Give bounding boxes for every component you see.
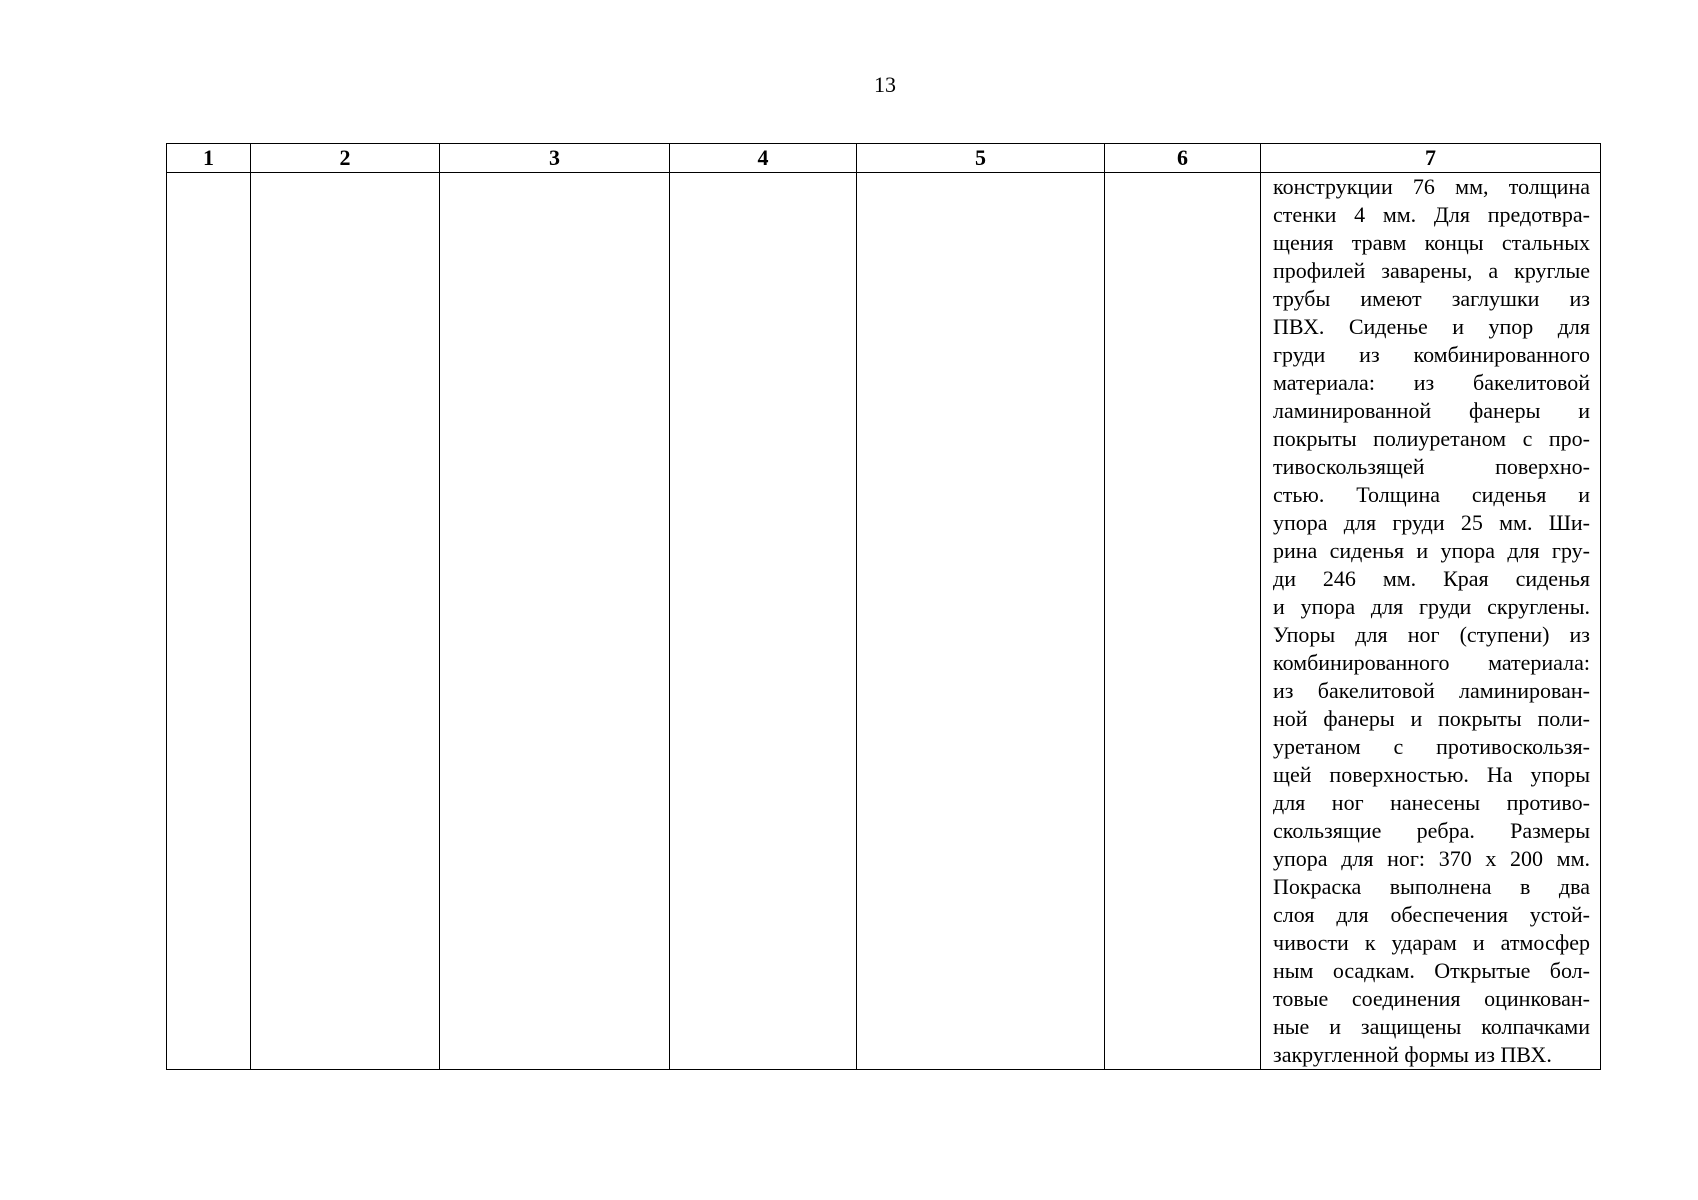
description-line: щения травм концы стальных (1273, 230, 1590, 255)
column-header-1: 1 (167, 144, 251, 173)
description-line: груди из комбинированного (1273, 342, 1590, 367)
description-line: и упора для груди скруглены. (1273, 594, 1590, 619)
table-row (167, 173, 1601, 1070)
description-line: товые соединения оцинкован- (1273, 986, 1590, 1011)
description-line: покрыты полиуретаном с про- (1273, 426, 1590, 451)
column-header-3: 3 (440, 144, 670, 173)
table-cell-col-4 (670, 173, 857, 1070)
table-cell-col-1 (167, 173, 251, 1070)
description-line: тивоскользящей поверхно- (1273, 454, 1590, 479)
description-line: чивости к ударам и атмосфер (1273, 930, 1590, 955)
description-line: конструкции 76 мм, толщина (1273, 174, 1590, 199)
table-cell-col-2 (251, 173, 440, 1070)
description-line: Покраска выполнена в два (1273, 874, 1590, 899)
description-line: скользящие ребра. Размеры (1273, 818, 1590, 843)
description-line: упора для ног: 370 х 200 мм. (1273, 846, 1590, 871)
description-line: для ног нанесены противо- (1273, 790, 1590, 815)
column-header-4: 4 (670, 144, 857, 173)
description-line: упора для груди 25 мм. Ши- (1273, 510, 1590, 535)
description-line: рина сиденья и упора для гру- (1273, 538, 1590, 563)
description-line: уретаном с противоскользя- (1273, 734, 1590, 759)
table-cell-col-6 (1105, 173, 1261, 1070)
column-header-5: 5 (857, 144, 1105, 173)
description-cell (1261, 173, 1601, 1070)
description-line: закругленной формы из ПВХ. (1273, 1042, 1552, 1067)
column-header-7: 7 (1261, 144, 1601, 173)
description-line: ламинированной фанеры и (1273, 398, 1590, 423)
column-header-6: 6 (1105, 144, 1261, 173)
description-line: профилей заварены, а круглые (1273, 258, 1590, 283)
description-line: ПВХ. Сиденье и упор для (1273, 314, 1590, 339)
description-line: стью. Толщина сиденья и (1273, 482, 1590, 507)
description-line: ной фанеры и покрыты поли- (1273, 706, 1590, 731)
table-cell-col-5 (857, 173, 1105, 1070)
description-line: ди 246 мм. Края сиденья (1273, 566, 1590, 591)
description-line: комбинированного материала: (1273, 650, 1590, 675)
table-cell-col-3 (440, 173, 670, 1070)
description-line: Упоры для ног (ступени) из (1273, 622, 1590, 647)
description-line: ные и защищены колпачками (1273, 1014, 1590, 1039)
description-line: щей поверхностью. На упоры (1273, 762, 1590, 787)
column-header-2: 2 (251, 144, 440, 173)
description-line: материала: из бакелитовой (1273, 370, 1590, 395)
description-line: ным осадкам. Открытые бол- (1273, 958, 1590, 983)
table-header-row (167, 144, 1601, 173)
description-line: трубы имеют заглушки из (1273, 286, 1590, 311)
specification-table (166, 143, 1601, 1070)
description-line: стенки 4 мм. Для предотвра- (1273, 202, 1590, 227)
page-number: 13 (874, 72, 896, 97)
description-line: слоя для обеспечения устой- (1273, 902, 1590, 927)
description-line: из бакелитовой ламинирован- (1273, 678, 1590, 703)
